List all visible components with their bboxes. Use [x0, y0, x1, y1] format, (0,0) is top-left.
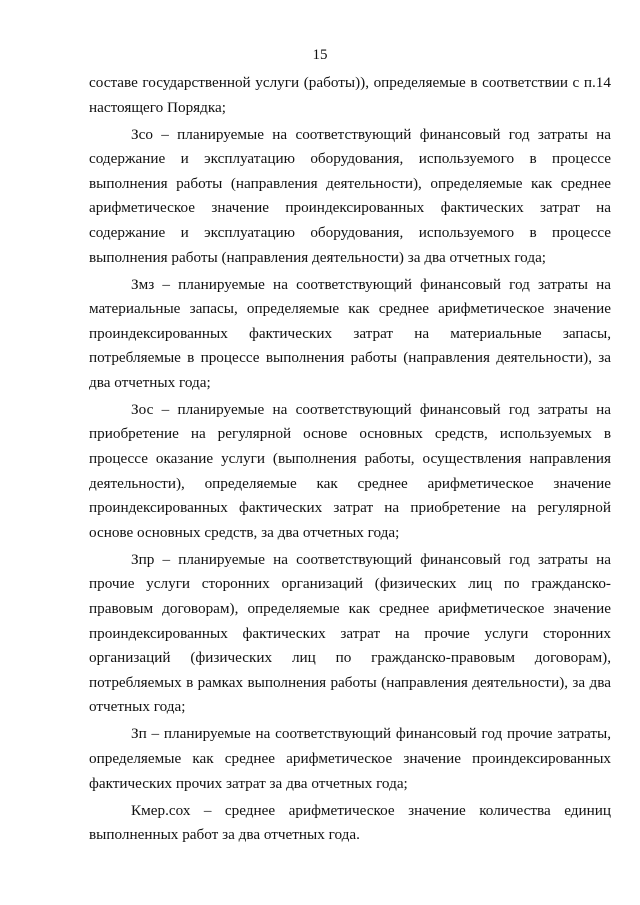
- text-line: содержание и эксплуатацию оборудования, используемого в процессе: [89, 223, 611, 241]
- text-line: проиндексированных фактических затрат на приобретение на регулярной: [89, 499, 611, 517]
- text-line: приобретение на регулярной основе основных средств, используемых в: [89, 425, 611, 443]
- text-line: Зп – планируемые на соответствующий финансовый год прочие затраты,: [131, 725, 611, 743]
- text-line: отчетных года;: [89, 698, 186, 716]
- paragraph: [89, 548, 611, 720]
- text-line: Зсо – планируемые на соответствующий финансовый год затраты на: [131, 125, 611, 143]
- text-line: выполнения работы (направления деятельности), определяемые как среднее: [89, 174, 611, 192]
- text-line: организаций (физических лиц по гражданско-правовым договорам),: [89, 649, 611, 667]
- text-line: Зос – планируемые на соответствующий финансовый год затраты на: [131, 400, 611, 418]
- text-line: материальные запасы, определяемые как среднее арифметическое значение: [89, 300, 611, 318]
- text-line: потребляемых в рамках выполнения работы (направления деятельности), за два: [89, 673, 611, 691]
- text-line: настоящего Порядка;: [89, 98, 226, 116]
- text-line: выполненных работ за два отчетных года.: [89, 826, 360, 844]
- text-line: два отчетных года;: [89, 373, 211, 391]
- page-number: 15: [312, 47, 328, 63]
- paragraph: [89, 123, 611, 271]
- text-line: Зпр – планируемые на соответствующий финансовый год затраты на: [131, 550, 611, 568]
- text-line: правовым договорам), определяемые как среднее арифметическое значение: [89, 600, 611, 618]
- text-line: выполнения работы (направления деятельности) за два отчетных года;: [89, 248, 547, 266]
- paragraph: [89, 722, 611, 796]
- text-line: проиндексированных фактических затрат на материальные запасы,: [89, 324, 611, 342]
- paragraph: [89, 398, 611, 546]
- text-line: деятельности), определяемые как среднее арифметическое значение: [89, 474, 611, 492]
- text-line: процессе оказание услуги (выполнения работы, осуществления направления: [89, 450, 611, 468]
- text-line: Змз – планируемые на соответствующий финансовый год затраты на: [131, 275, 611, 293]
- text-line: составе государственной услуги (работы)), определяемые в соответствии с п.14: [89, 74, 611, 91]
- paragraph: [89, 273, 611, 396]
- text-line: основе основных средств, за два отчетных года;: [89, 523, 400, 541]
- text-line: прочие услуги сторонних организаций (физических лиц по гражданско-: [89, 575, 611, 593]
- document-body: [89, 71, 611, 848]
- paragraph: [89, 71, 611, 120]
- text-line: Кмер.сох – среднее арифметическое значение количества единиц: [131, 801, 611, 819]
- text-line: фактических прочих затрат за два отчетных года;: [89, 774, 408, 792]
- text-line: потребляемые в процессе выполнения работы (направления деятельности), за: [89, 349, 611, 367]
- text-line: арифметическое значение проиндексированных фактических затрат на: [89, 199, 611, 217]
- text-line: определяемые как среднее арифметическое значение проиндексированных: [89, 749, 611, 767]
- text-line: проиндексированных фактических затрат на прочие услуги сторонних: [89, 624, 611, 642]
- text-line: содержание и эксплуатацию оборудования, используемого в процессе: [89, 150, 611, 168]
- paragraph: [89, 799, 611, 848]
